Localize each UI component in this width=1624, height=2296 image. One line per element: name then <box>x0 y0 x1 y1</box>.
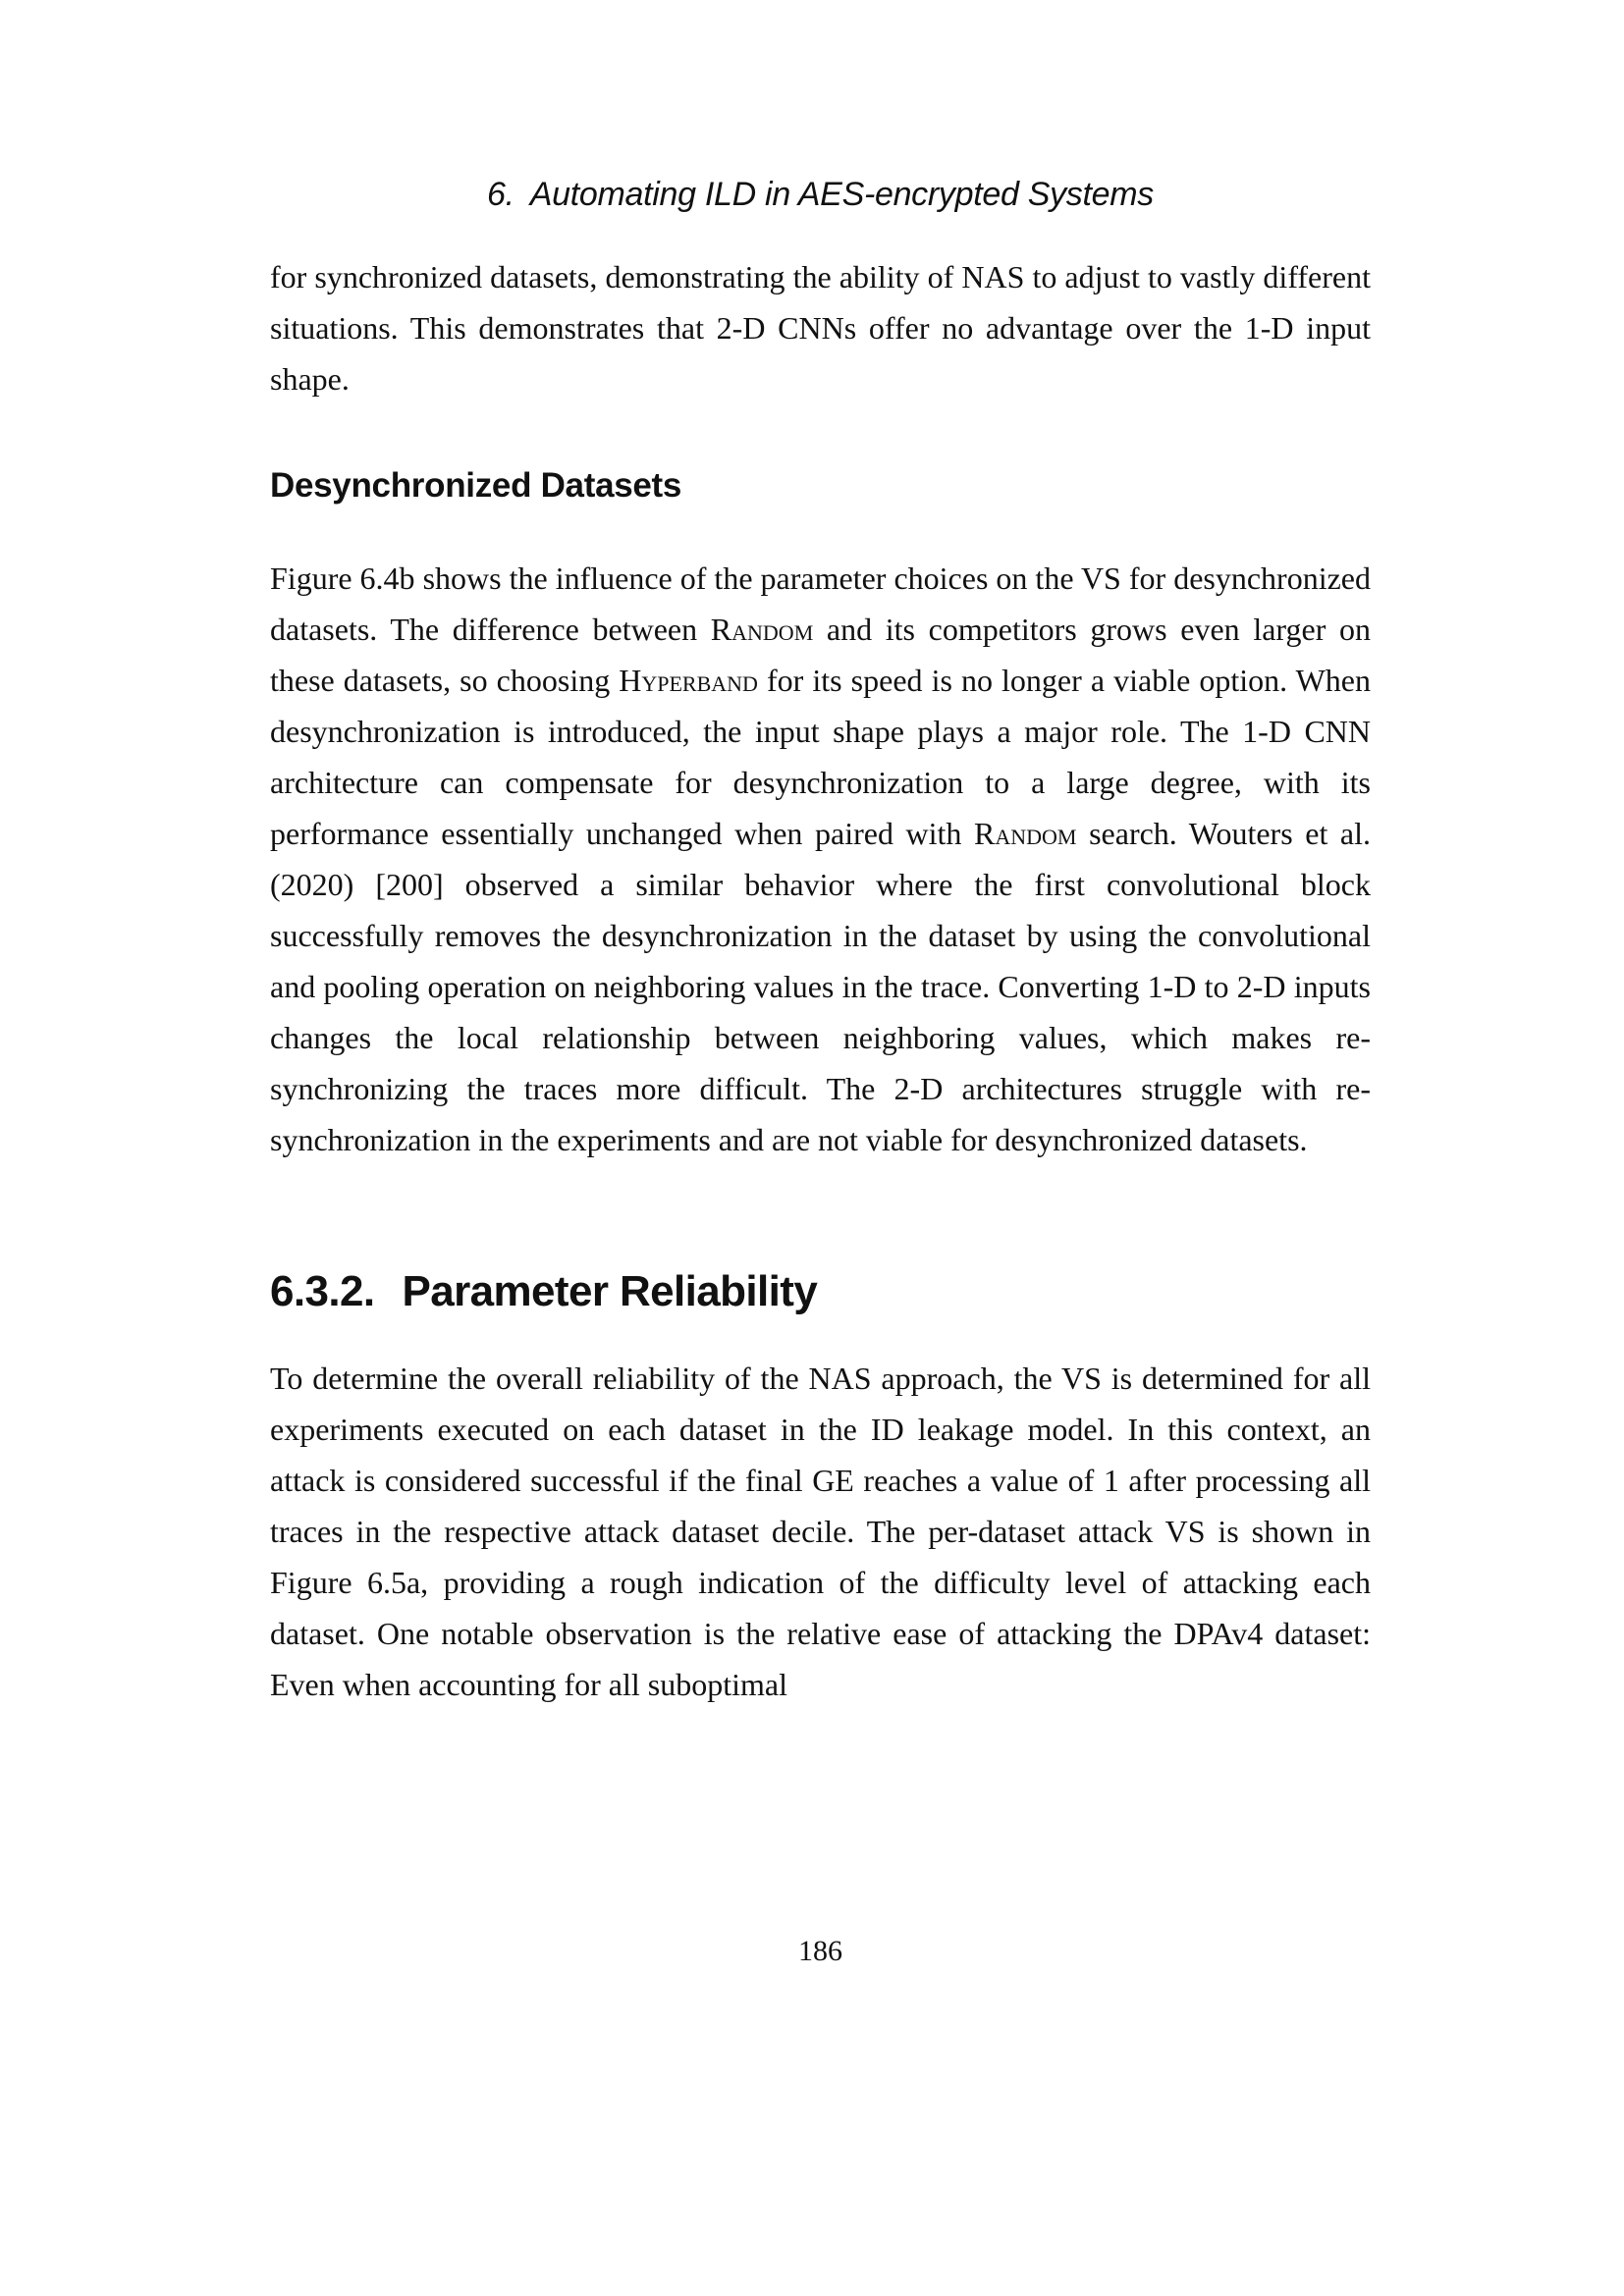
paragraph-synchronized-conclusion: for synchronized datasets, demonstrating the ability of NAS to adjust to vastly different situations. This demonstrates that 2-D CNNs offer no advantage over the 1-D input shape. <box>270 259 1371 397</box>
citation-200[interactable]: [200] <box>375 867 444 902</box>
text-segment: search. Wouters et al. (2020) <box>270 816 1372 902</box>
term-random-smallcaps: Random <box>710 612 814 647</box>
section-number: 6.3.2. <box>270 1267 375 1315</box>
text-segment: for its speed is no longer a viable option. When desynchronization is introduced, the input shape plays a major role. The 1-D CNN architecture can compensate for desynchronization to a large degree, with its performance essentially unchanged when paired with <box>270 663 1371 851</box>
page-number: 186 <box>798 1935 842 1967</box>
paragraph-parameter-reliability <box>270 1353 1371 1710</box>
text-segment: , providing a rough indication of the difficulty level of attacking each dataset. One notable observation is the relative ease of attacking the DPAv4 dataset: Even when accounting for all suboptimal <box>270 1565 1372 1702</box>
figure-reference-6-5a[interactable]: Figure 6.5a <box>270 1565 421 1600</box>
paragraph-desynchronized-datasets <box>270 553 1371 1165</box>
text-segment: shows the influence of the parameter choices on the VS for desynchronized datasets. The difference between <box>270 561 1372 647</box>
figure-reference-6-4b[interactable]: Figure 6.4b <box>270 561 415 596</box>
text-segment: and its competitors grows even larger on these datasets, so choosing <box>270 612 1372 698</box>
heading-parameter-reliability <box>270 1265 817 1318</box>
running-header-chapter-number: 6. <box>487 176 514 213</box>
text-column <box>270 0 1371 2296</box>
text-segment: To determine the overall reliability of the NAS approach, the VS is determined for all experiments executed on each dataset in the ID leakage model. In this context, an attack is considered successful if the final GE reaches a value of 1 after processing all traces in the respective attack dataset decile. The per-dataset attack VS is shown in <box>270 1361 1371 1549</box>
term-random-smallcaps: Random <box>974 816 1077 851</box>
running-header <box>270 174 1371 215</box>
heading-desynchronized-datasets: Desynchronized Datasets <box>270 466 682 505</box>
section-title: Parameter Reliability <box>402 1267 818 1315</box>
term-hyperband-smallcaps: Hyperband <box>619 663 758 698</box>
running-header-title: Automating ILD in AES-encrypted Systems <box>529 176 1154 213</box>
text-segment: observed a similar behavior where the first convolutional block successfully removes the desynchronization in the dataset by using the convolutional and pooling operation on neighboring values in the trace. Converting 1-D to 2-D inputs changes the local relationship between neighboring values, which makes re-synchronizing the traces more difficult. The 2-D architectures struggle with re-synchronization in the experiments and are not viable for desynchronized datasets. <box>270 867 1372 1157</box>
